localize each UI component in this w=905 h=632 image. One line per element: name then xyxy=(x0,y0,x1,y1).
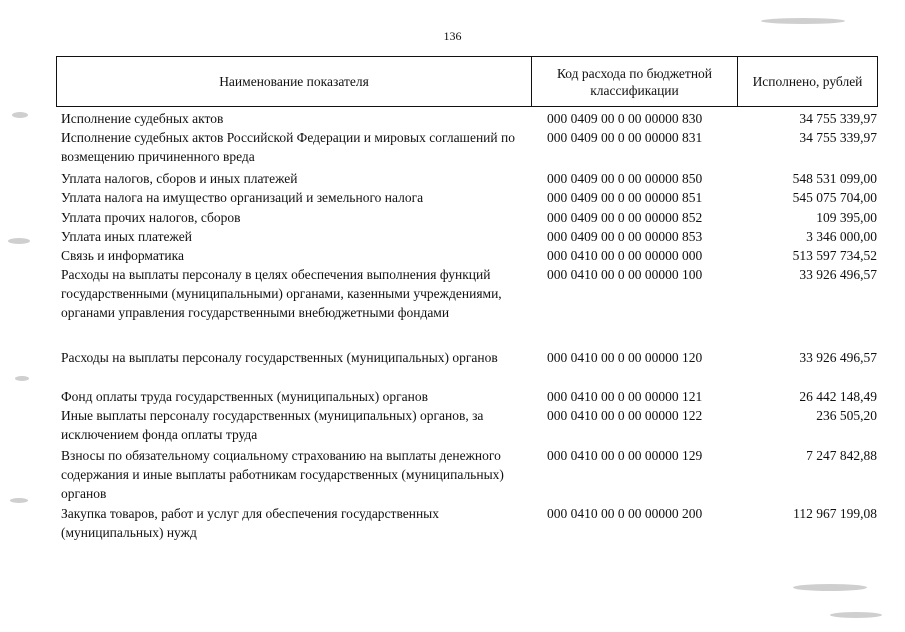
row-name: Расходы на выплаты персоналу в целях обеспечения выполнения функций государственными (муниципальными) органами, казенными учреждениями, органами управления государственными внебюджетными фондами xyxy=(61,267,502,320)
row-name: Фонд оплаты труда государственных (муниципальных) органов xyxy=(61,389,428,404)
row-name: Закупка товаров, работ и услуг для обеспечения государственных (муниципальных) нужд xyxy=(61,506,440,540)
row-name: Связь и информатика xyxy=(61,248,184,263)
row-code: 000 0409 00 0 00 00000 851 xyxy=(547,190,703,205)
row-amount: 236 505,20 xyxy=(816,408,877,423)
page-number: 136 xyxy=(443,29,462,43)
row-name: Уплата прочих налогов, сборов xyxy=(61,210,241,225)
row-code: 000 0409 00 0 00 00000 831 xyxy=(547,130,703,145)
row-code: 000 0409 00 0 00 00000 853 xyxy=(547,229,703,244)
row-amount: 112 967 199,08 xyxy=(793,506,877,521)
row-code: 000 0409 00 0 00 00000 852 xyxy=(547,210,703,225)
row-code: 000 0410 00 0 00 00000 122 xyxy=(547,408,703,423)
row-amount: 545 075 704,00 xyxy=(792,190,877,205)
row-name: Уплата иных платежей xyxy=(61,229,192,244)
row-name: Иные выплаты персоналу государственных (муниципальных) органов, за исключением фонда оплаты труда xyxy=(61,408,484,442)
row-name: Взносы по обязательному социальному страхованию на выплаты денежного содержания и иные выплаты работникам государственных (муниципальных) органов xyxy=(61,448,504,501)
row-amount: 109 395,00 xyxy=(816,210,877,225)
row-code: 000 0410 00 0 00 00000 121 xyxy=(547,389,703,404)
row-amount: 33 926 496,57 xyxy=(799,267,877,282)
row-name: Уплата налогов, сборов и иных платежей xyxy=(61,171,298,186)
row-amount: 34 755 339,97 xyxy=(799,111,877,126)
row-code: 000 0410 00 0 00 00000 000 xyxy=(547,248,703,263)
row-amount: 548 531 099,00 xyxy=(792,171,877,186)
scan-noise xyxy=(8,238,30,244)
scan-noise xyxy=(12,112,28,118)
row-name: Исполнение судебных актов xyxy=(61,111,224,126)
row-amount: 7 247 842,88 xyxy=(806,448,877,463)
column-header-code: Код расхода по бюджетной классификации xyxy=(532,57,738,106)
row-amount: 34 755 339,97 xyxy=(799,130,877,145)
column-header-amount: Исполнено, рублей xyxy=(752,74,863,89)
scan-noise xyxy=(793,584,867,591)
scan-noise xyxy=(761,18,845,24)
row-name: Расходы на выплаты персоналу государственных (муниципальных) органов xyxy=(61,350,498,365)
row-name: Исполнение судебных актов Российской Федерации и мировых соглашений по возмещению причиненного вреда xyxy=(61,130,515,164)
row-code: 000 0409 00 0 00 00000 850 xyxy=(547,171,703,186)
column-header-name: Наименование показателя xyxy=(57,57,532,106)
row-code: 000 0410 00 0 00 00000 100 xyxy=(547,267,703,282)
scan-noise xyxy=(830,612,882,618)
row-code: 000 0409 00 0 00 00000 830 xyxy=(547,111,703,126)
scan-noise xyxy=(15,376,29,381)
row-amount: 33 926 496,57 xyxy=(799,350,877,365)
row-name: Уплата налога на имущество организаций и земельного налога xyxy=(61,190,424,205)
row-code: 000 0410 00 0 00 00000 129 xyxy=(547,448,703,463)
row-amount: 26 442 148,49 xyxy=(799,389,877,404)
row-code: 000 0410 00 0 00 00000 200 xyxy=(547,506,703,521)
row-amount: 3 346 000,00 xyxy=(806,229,877,244)
row-code: 000 0410 00 0 00 00000 120 xyxy=(547,350,703,365)
row-amount: 513 597 734,52 xyxy=(792,248,877,263)
scan-noise xyxy=(10,498,28,503)
